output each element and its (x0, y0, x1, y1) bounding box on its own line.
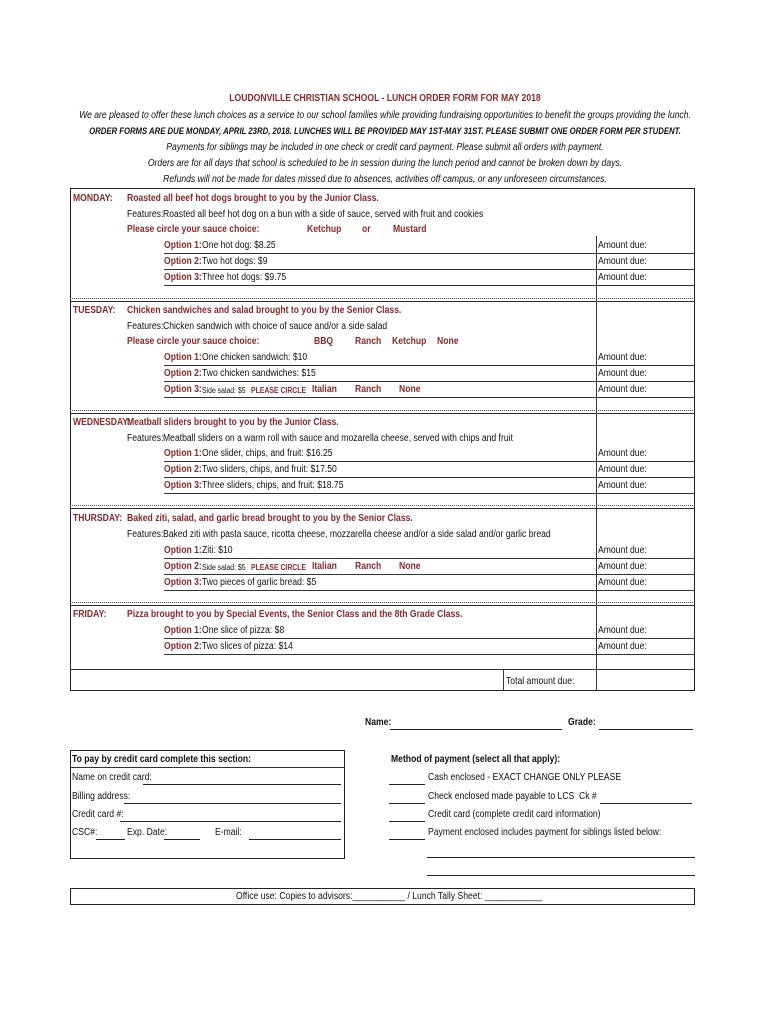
name-field[interactable] (390, 729, 562, 730)
tuesday-option-text: Two chicken sandwiches: $15 (202, 368, 316, 379)
grade-field[interactable] (599, 729, 693, 730)
card-name-field[interactable] (143, 784, 341, 785)
sauce-bbq[interactable]: BBQ (314, 336, 334, 347)
sauce-none[interactable]: None (437, 336, 459, 347)
separator (70, 505, 695, 506)
tuesday-features-label: Features: (127, 321, 164, 332)
amount-due-label: Amount due: (598, 480, 647, 491)
monday-option-text: Two hot dogs: $9 (202, 256, 268, 267)
wednesday-features: Meatball sliders on a warm roll with sauce and mozarella cheese, served with chips and fruit (163, 433, 513, 444)
separator (70, 413, 695, 414)
wednesday-headline: Meatball sliders brought to you by the Junior Class. (127, 417, 339, 428)
office-copies (236, 891, 542, 902)
credit-option: Credit card (complete credit card information) (428, 809, 601, 820)
amount-due-label: Amount due: (598, 625, 647, 636)
total-amount-field[interactable] (597, 670, 694, 690)
credit-card-title: To pay by credit card complete this section: (72, 754, 252, 765)
email-label: E-mail: (215, 827, 242, 838)
due-date-line: ORDER FORMS ARE DUE MONDAY, APRIL 23RD, 2018. LUNCHES WILL BE PROVIDED MAY 1ST-MAY 31ST. PLEASE SUBMIT ONE ORDER FORM PER STUDENT. (89, 126, 681, 136)
row-rule (164, 638, 695, 639)
please-circle-label: PLEASE CIRCLE (251, 563, 307, 572)
wednesday-option-text: One slider, chips, and fruit: $16.25 (202, 448, 333, 459)
row-rule (164, 654, 695, 655)
tuesday-option-label: Option 2: (164, 368, 202, 379)
exp-date-field[interactable] (164, 839, 200, 840)
sibling-line[interactable] (427, 875, 695, 876)
row-rule (164, 269, 695, 270)
credit-checkbox[interactable] (389, 821, 425, 822)
row-rule (164, 590, 695, 591)
amount-due-label: Amount due: (598, 464, 647, 475)
payment-method-title: Method of payment (select all that apply): (391, 754, 561, 765)
amount-due-label: Amount due: (598, 240, 647, 251)
thursday-label: THURSDAY: (73, 513, 123, 524)
sauce-ranch[interactable]: Ranch (355, 336, 382, 347)
row-rule (164, 285, 695, 286)
total-amount-label: Total amount due: (506, 676, 575, 687)
billing-address-field[interactable] (124, 803, 341, 804)
rule (70, 767, 345, 768)
cash-option: Cash enclosed - EXACT CHANGE ONLY PLEASE (428, 772, 622, 783)
wednesday-option-label: Option 3: (164, 480, 202, 491)
check-number-label: Ck # (579, 791, 597, 802)
exp-date-label: Exp. Date: (127, 827, 168, 838)
tuesday-option-text: One chicken sandwich: $10 (202, 352, 308, 363)
friday-option-label: Option 1: (164, 625, 202, 636)
amount-due-label: Amount due: (598, 256, 647, 267)
separator (70, 410, 695, 411)
monday-features-label: Features: (127, 209, 164, 220)
siblings-checkbox[interactable] (389, 839, 425, 840)
thursday-option-label: Option 3: (164, 577, 202, 588)
csc-label: CSC#: (72, 827, 98, 838)
refunds-note: Refunds will not be made for dates missed due to absences, activities off campus, or any unforeseen circumstances. (163, 174, 607, 185)
thursday-option-label: Option 2: (164, 561, 202, 572)
thursday-features: Baked ziti with pasta sauce, ricotta cheese, mozzarella cheese and/or a side salad and/or garlic bread (163, 529, 551, 540)
wednesday-option-text: Two sliders, chips, and fruit: $17.50 (202, 464, 337, 475)
monday-features: Roasted all beef hot dog on a bun with a side of sauce, served with fruit and cookies (163, 209, 484, 220)
row-rule (164, 253, 695, 254)
row-rule (164, 574, 695, 575)
separator (70, 602, 695, 603)
monday-headline: Roasted all beef hot dogs brought to you by the Junior Class. (127, 193, 379, 204)
amount-due-label: Amount due: (598, 545, 647, 556)
thursday-option-label: Option 1: (164, 545, 202, 556)
amount-due-label: Amount due: (598, 577, 647, 588)
dressing-ranch[interactable]: Ranch (355, 384, 382, 395)
form-title: LOUDONVILLE CHRISTIAN SCHOOL - LUNCH ORDER FORM FOR MAY 2018 (229, 93, 541, 104)
office-copies-text: Office use: Copies to advisors:___________ (236, 891, 406, 902)
row-rule (164, 477, 695, 478)
dressing-italian[interactable]: Italian (312, 384, 337, 395)
siblings-option: Payment enclosed includes payment for siblings listed below: (428, 827, 662, 838)
monday-option-text: One hot dog: $8.25 (202, 240, 276, 251)
friday-option-text: Two slices of pizza: $14 (202, 641, 293, 652)
card-number-field[interactable] (120, 821, 341, 822)
separator (70, 298, 695, 299)
thursday-headline: Baked ziti, salad, and garlic bread brought to you by the Senior Class. (127, 513, 413, 524)
cash-checkbox[interactable] (389, 784, 425, 785)
friday-option-text: One slice of pizza: $8 (202, 625, 285, 636)
sauce-mustard[interactable]: Mustard (393, 224, 427, 235)
row-rule (164, 365, 695, 366)
amount-due-label: Amount due: (598, 272, 647, 283)
card-name-label: Name on credit card: (72, 772, 152, 783)
separator (70, 605, 695, 606)
row-rule (164, 381, 695, 382)
wednesday-option-label: Option 2: (164, 464, 202, 475)
dressing-none[interactable]: None (399, 561, 421, 572)
email-field[interactable] (249, 839, 341, 840)
row-rule (164, 558, 695, 559)
row-rule (164, 493, 695, 494)
sauce-ketchup[interactable]: Ketchup (392, 336, 427, 347)
side-salad-text: Side salad: $5 (202, 563, 246, 572)
tuesday-headline: Chicken sandwiches and salad brought to you by the Senior Class. (127, 305, 402, 316)
row-rule (164, 461, 695, 462)
separator (70, 301, 695, 302)
name-label: Name: (365, 717, 392, 728)
please-circle-label: PLEASE CIRCLE (251, 386, 307, 395)
tuesday-option-label: Option 3: (164, 384, 202, 395)
check-number-field[interactable] (600, 803, 692, 804)
card-number-label: Credit card #: (72, 809, 124, 820)
separator (70, 508, 695, 509)
wednesday-option-text: Three sliders, chips, and fruit: $18.75 (202, 480, 344, 491)
check-checkbox[interactable] (389, 803, 425, 804)
tuesday-option-label: Option 1: (164, 352, 202, 363)
intro-line: We are pleased to offer these lunch choices as a service to our school families while providing fundraising opportunities to benefit the groups providing the lunch. (79, 110, 691, 121)
amount-due-label: Amount due: (598, 368, 647, 379)
dressing-italian[interactable]: Italian (312, 561, 337, 572)
grade-label: Grade: (568, 717, 596, 728)
sauce-or: or (362, 224, 371, 235)
tuesday-sauce-prompt: Please circle your sauce choice: (127, 336, 260, 347)
wednesday-option-label: Option 1: (164, 448, 202, 459)
monday-option-text: Three hot dogs: $9.75 (202, 272, 287, 283)
monday-label: MONDAY: (73, 193, 113, 204)
orders-note: Orders are for all days that school is scheduled to be in session during the lunch period and cannot be broken down by days. (147, 158, 623, 169)
amount-due-label: Amount due: (598, 352, 647, 363)
office-tally-text: / Lunch Tally Sheet: ____________ (405, 891, 543, 902)
thursday-option-text: Two pieces of garlic bread: $5 (202, 577, 317, 588)
amount-due-label: Amount due: (598, 448, 647, 459)
sauce-ketchup[interactable]: Ketchup (307, 224, 342, 235)
dressing-none[interactable]: None (399, 384, 421, 395)
monday-sauce-prompt: Please circle your sauce choice: (127, 224, 260, 235)
monday-option-label: Option 2: (164, 256, 202, 267)
thursday-option-text: Ziti: $10 (202, 545, 233, 556)
row-rule (164, 397, 695, 398)
monday-option-label: Option 1: (164, 240, 202, 251)
sibling-line[interactable] (427, 857, 695, 858)
csc-field[interactable] (96, 839, 125, 840)
side-salad-text: Side salad: $5 (202, 386, 246, 395)
friday-option-label: Option 2: (164, 641, 202, 652)
friday-headline: Pizza brought to you by Special Events, the Senior Class and the 8th Grade Class. (127, 609, 463, 620)
dressing-ranch[interactable]: Ranch (355, 561, 382, 572)
amount-due-label: Amount due: (598, 561, 647, 572)
friday-label: FRIDAY: (73, 609, 107, 620)
amount-column-divider (596, 236, 597, 691)
wednesday-features-label: Features: (127, 433, 164, 444)
thursday-features-label: Features: (127, 529, 164, 540)
monday-option-label: Option 3: (164, 272, 202, 283)
total-divider (503, 669, 504, 691)
check-option: Check enclosed made payable to LCS (428, 791, 575, 802)
wednesday-label: WEDNESDAY: (73, 417, 131, 428)
tuesday-label: TUESDAY: (73, 305, 116, 316)
amount-due-label: Amount due: (598, 641, 647, 652)
amount-due-label: Amount due: (598, 384, 647, 395)
tuesday-features: Chicken sandwich with choice of sauce and/or a side salad (163, 321, 388, 332)
siblings-note: Payments for siblings may be included in one check or credit card payment. Please submit all orders with payment. (166, 142, 604, 153)
billing-address-label: Billing address: (72, 791, 131, 802)
